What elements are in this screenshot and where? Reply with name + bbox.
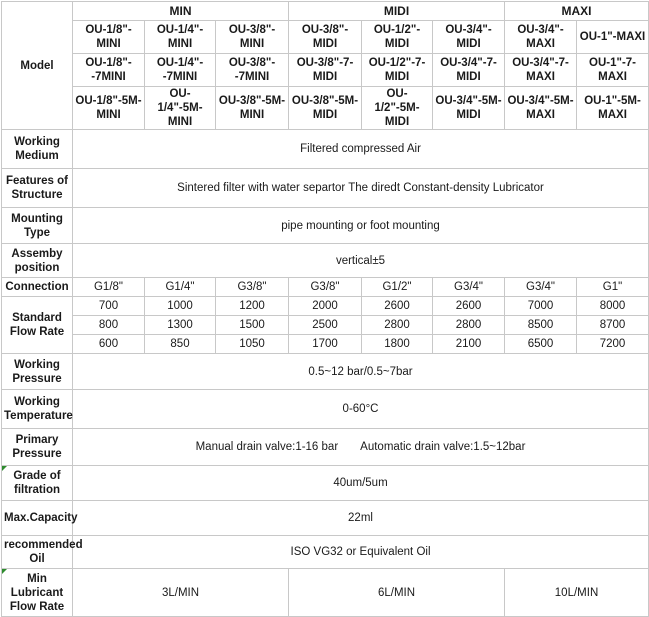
flow-rate-cell: 700 — [73, 297, 145, 316]
model-cell: OU-1/4"-5M-MINI — [145, 87, 216, 130]
flow-rate-label: Standard Flow Rate — [2, 297, 73, 354]
model-cell: OU-3/4"-5M-MAXI — [505, 87, 577, 130]
group-maxi: MAXI — [505, 2, 649, 21]
min-lubricant-min: 3L/MIN — [73, 569, 289, 617]
group-header-row — [2, 2, 649, 21]
flow-rate-cell: 800 — [73, 316, 145, 335]
working-pressure-row — [2, 354, 649, 390]
flow-rate-row — [2, 335, 649, 354]
primary-pressure-value — [73, 429, 649, 466]
model-cell: OU-1"-5M-MAXI — [577, 87, 649, 130]
flow-rate-cell: 1500 — [216, 316, 289, 335]
mounting-label: Mounting Type — [2, 208, 73, 244]
flow-rate-cell: 1200 — [216, 297, 289, 316]
flow-rate-cell: 6500 — [505, 335, 577, 354]
flow-rate-cell: 2800 — [433, 316, 505, 335]
flow-rate-row — [2, 297, 649, 316]
model-cell: OU-1/8"-5M-MINI — [73, 87, 145, 130]
flow-rate-cell: 2800 — [362, 316, 433, 335]
model-cell: OU-3/8"-MINI — [216, 21, 289, 54]
model-cell: OU-1/4"-MINI — [145, 21, 216, 54]
connection-label: Connection — [2, 278, 73, 297]
working-temperature-row — [2, 390, 649, 429]
model-row — [2, 54, 649, 87]
model-cell: OU-1"-MAXI — [577, 21, 649, 54]
flow-rate-cell: 1300 — [145, 316, 216, 335]
model-cell: OU-3/8"-7-MIDI — [289, 54, 362, 87]
flow-rate-cell: 850 — [145, 335, 216, 354]
max-capacity-label: Max.Capacity — [2, 501, 73, 536]
model-cell: OU-1/8"--7MINI — [73, 54, 145, 87]
working-pressure-label: Working Pressure — [2, 354, 73, 390]
flow-rate-cell: 2600 — [433, 297, 505, 316]
model-cell: OU-3/4"-7-MAXI — [505, 54, 577, 87]
filtration-row — [2, 466, 649, 501]
model-cell: OU-3/4"-MIDI — [433, 21, 505, 54]
model-cell: OU-3/4"-5M-MIDI — [433, 87, 505, 130]
model-label: Model — [2, 2, 73, 130]
oil-row — [2, 536, 649, 569]
min-lubricant-label: Min Lubricant Flow Rate — [9, 572, 65, 613]
primary-pressure-row — [2, 429, 649, 466]
model-cell: OU-3/4"-MAXI — [505, 21, 577, 54]
flow-rate-cell: 8700 — [577, 316, 649, 335]
filtration-label: Grade of filtration — [13, 470, 61, 496]
working-medium-row — [2, 130, 649, 169]
flow-rate-cell: 1050 — [216, 335, 289, 354]
flow-rate-cell: 2000 — [289, 297, 362, 316]
flow-rate-cell: 1000 — [145, 297, 216, 316]
model-cell: OU-3/8"--7MINI — [216, 54, 289, 87]
connection-cell: G3/4" — [505, 278, 577, 297]
flow-rate-cell: 600 — [73, 335, 145, 354]
model-cell: OU-3/8"-5M-MIDI — [289, 87, 362, 130]
features-row — [2, 169, 649, 208]
model-cell: OU-1/2"-MIDI — [362, 21, 433, 54]
connection-row — [2, 278, 649, 297]
mounting-value: pipe mounting or foot mounting — [73, 208, 649, 244]
corner-flag-icon — [2, 466, 7, 471]
model-cell: OU-1/8"-MINI — [73, 21, 145, 54]
spec-table — [1, 1, 649, 617]
assembly-value: vertical±5 — [73, 244, 649, 278]
model-cell: OU-3/4"-7-MIDI — [433, 54, 505, 87]
working-temperature-label: Working Temperature — [2, 390, 73, 429]
connection-cell: G1/2" — [362, 278, 433, 297]
model-cell: OU-1/2"-5M-MIDI — [362, 87, 433, 130]
working-temperature-value: 0-60°C — [73, 390, 649, 429]
flow-rate-row — [2, 316, 649, 335]
max-capacity-value: 22ml — [73, 501, 649, 536]
model-cell: OU-3/8"-5M-MINI — [216, 87, 289, 130]
flow-rate-cell: 8500 — [505, 316, 577, 335]
working-pressure-value: 0.5~12 bar/0.5~7bar — [73, 354, 649, 390]
mounting-row — [2, 208, 649, 244]
corner-flag-icon — [2, 569, 7, 574]
flow-rate-cell: 7000 — [505, 297, 577, 316]
min-lubricant-row — [2, 569, 649, 617]
connection-cell: G3/8" — [289, 278, 362, 297]
model-cell: OU-3/8"-MIDI — [289, 21, 362, 54]
model-cell: OU-1"-7-MAXI — [577, 54, 649, 87]
flow-rate-cell: 2100 — [433, 335, 505, 354]
working-medium-value: Filtered compressed Air — [73, 130, 649, 169]
connection-cell: G1" — [577, 278, 649, 297]
connection-cell: G1/4" — [145, 278, 216, 297]
connection-cell: G3/8" — [216, 278, 289, 297]
min-lubricant-midi: 6L/MIN — [289, 569, 505, 617]
features-label: Features of Structure — [2, 169, 73, 208]
max-capacity-row — [2, 501, 649, 536]
automatic-drain-text: Automatic drain valve:1.5~12bar — [360, 441, 526, 453]
flow-rate-cell: 1800 — [362, 335, 433, 354]
group-midi: MIDI — [289, 2, 505, 21]
primary-pressure-label: Primary Pressure — [2, 429, 73, 466]
assembly-row — [2, 244, 649, 278]
working-medium-label: Working Medium — [2, 130, 73, 169]
min-lubricant-label-cell — [2, 569, 73, 617]
oil-value: ISO VG32 or Equivalent Oil — [73, 536, 649, 569]
connection-cell: G3/4" — [433, 278, 505, 297]
flow-rate-cell: 2500 — [289, 316, 362, 335]
flow-rate-cell: 7200 — [577, 335, 649, 354]
assembly-label: Assemby position — [2, 244, 73, 278]
oil-label: recommended Oil — [2, 536, 73, 569]
filtration-label-cell — [2, 466, 73, 501]
flow-rate-cell: 1700 — [289, 335, 362, 354]
model-row — [2, 21, 649, 54]
connection-cell: G1/8" — [73, 278, 145, 297]
manual-drain-text: Manual drain valve:1-16 bar — [195, 441, 339, 453]
filtration-value: 40um/5um — [73, 466, 649, 501]
model-cell: OU-1/4"--7MINI — [145, 54, 216, 87]
model-cell: OU-1/2"-7-MIDI — [362, 54, 433, 87]
group-min: MIN — [73, 2, 289, 21]
model-row — [2, 87, 649, 130]
features-value: Sintered filter with water separtor The diredt Constant-density Lubricator — [73, 169, 649, 208]
flow-rate-cell: 8000 — [577, 297, 649, 316]
min-lubricant-maxi: 10L/MIN — [505, 569, 649, 617]
flow-rate-cell: 2600 — [362, 297, 433, 316]
